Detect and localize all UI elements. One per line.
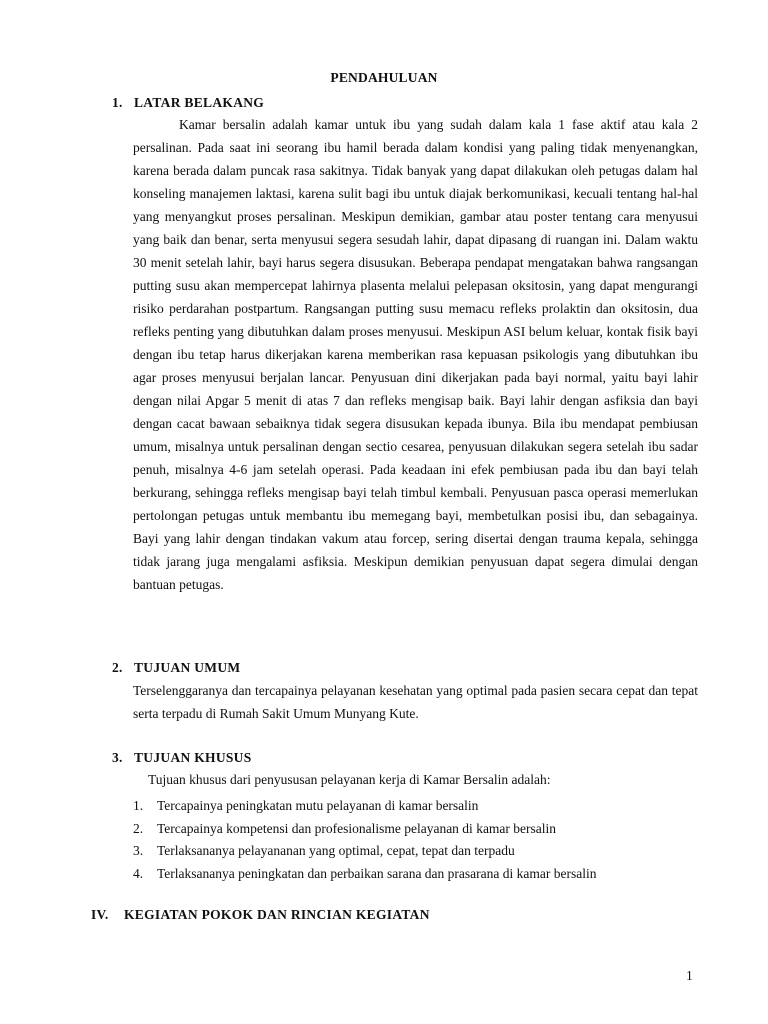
section-title: LATAR BELAKANG [134,95,265,110]
section-number: 2. [112,660,123,675]
section-title: TUJUAN UMUM [134,660,241,675]
section-number: 3. [112,750,123,765]
paragraph-tujuan-umum: Terselenggaranya dan tercapainya pelayanan kesehatan yang optimal pada pasien secara cepat dan tepat serta terpadu di Rumah Sakit Umum Munyang Kute. [133,683,698,721]
list-item: 4. Terlaksananya peningkatan dan perbaikan sarana dan prasarana di kamar bersalin [133,865,597,881]
tujuan-khusus-intro: Tujuan khusus dari penyususan pelayanan kerja di Kamar Bersalin adalah: [148,772,551,787]
section-heading-tujuan-umum [112,660,240,676]
section-heading-tujuan-khusus [112,750,252,766]
list-item: 3. Terlaksananya pelayananan yang optimal, cepat, tepat dan terpadu [133,843,515,858]
page-title: PENDAHULUAN [330,70,438,85]
section-heading-kegiatan-pokok [91,907,430,923]
section-number: 1. [112,95,123,110]
tujuan-khusus-list [133,795,596,885]
list-item: 2. Tercapainya kompetensi dan profesionalisme pelayanan di kamar bersalin [133,820,557,836]
paragraph-latar-belakang: Kamar bersalin adalah kamar untuk ibu yang sudah dalam kala 1 fase aktif atau kala 2 persalinan. Pada saat ini seorang ibu hamil berada dalam kondisi yang paling tidak menyenangkan, karena berada dalam puncak rasa sakitnya. Tidak banyak yang dapat dilakukan oleh petugas dalam hal konseling manajemen laktasi, karena sulit bagi ibu untuk diajak berkomunikasi, kecuali tentang hal-hal yang menyangkut proses persalinan. Meskipun demikian, gambar atau poster tentang cara menyusui yang baik dan benar, serta menyusui segera sesudah lahir, dapat dipasang di ruangan ini. Dalam waktu 30 menit setelah lahir, bayi harus segera disusukan. Beberapa pendapat mengatakan bahwa rangsangan putting susu akan mempercepat lahirnya plasenta melalui pelepasan oksitosin, yang dapat mengurangi risiko perdarahan postpartum. Rangsangan putting susu memacu refleks prolaktin dan oksitosin, dua refleks penting yang dibutuhkan dalam proses menyusui. Meskipun ASI belum keluar, kontak fisik bayi dengan ibu tetap harus dikerjakan karena memberikan rasa kepuasan psikologis yang dibutuhkan ibu agar proses menyusui berjalan lancar. Penyusuan dini dikerjakan pada bayi normal, yaitu bayi lahir dengan nilai Apgar 5 menit di atas 7 dan refleks mengisap baik. Bayi lahir dengan asfiksia dan bayi dengan cacat bawaan sebaiknya tidak segera disusukan kepada ibunya. Bila ibu mendapat pembiusan umum, misalnya untuk persalinan dengan sectio cesarea, penyusuan dilakukan segera setelah ibu sadar penuh, misalnya 4-6 jam setelah operasi. Pada keadaan ini efek pembiusan pada ibu dan bayi telah berkurang, sehingga refleks mengisap bayi telah timbul kembali. Penyusuan pasca operasi memerlukan pertolongan petugas untuk membantu ibu memegang bayi, membetulkan posisi ibu, dan sebagainya. Bayi yang lahir dengan tindakan vakum atau forcep, sering disertai dengan trauma kepala, sehingga tidak jarang juga mengalami asfiksia. Meskipun demikian penyusuan dapat segera dimulai dengan bantuan petugas. [133,117,698,592]
list-item: 1. Tercapainya peningkatan mutu pelayanan di kamar bersalin [133,798,479,813]
section-title: TUJUAN KHUSUS [134,750,252,765]
page-number: 1 [686,968,693,983]
section-heading-latar-belakang [112,95,264,111]
section-title: KEGIATAN POKOK DAN RINCIAN KEGIATAN [124,907,430,922]
section-number: IV. [91,907,109,922]
